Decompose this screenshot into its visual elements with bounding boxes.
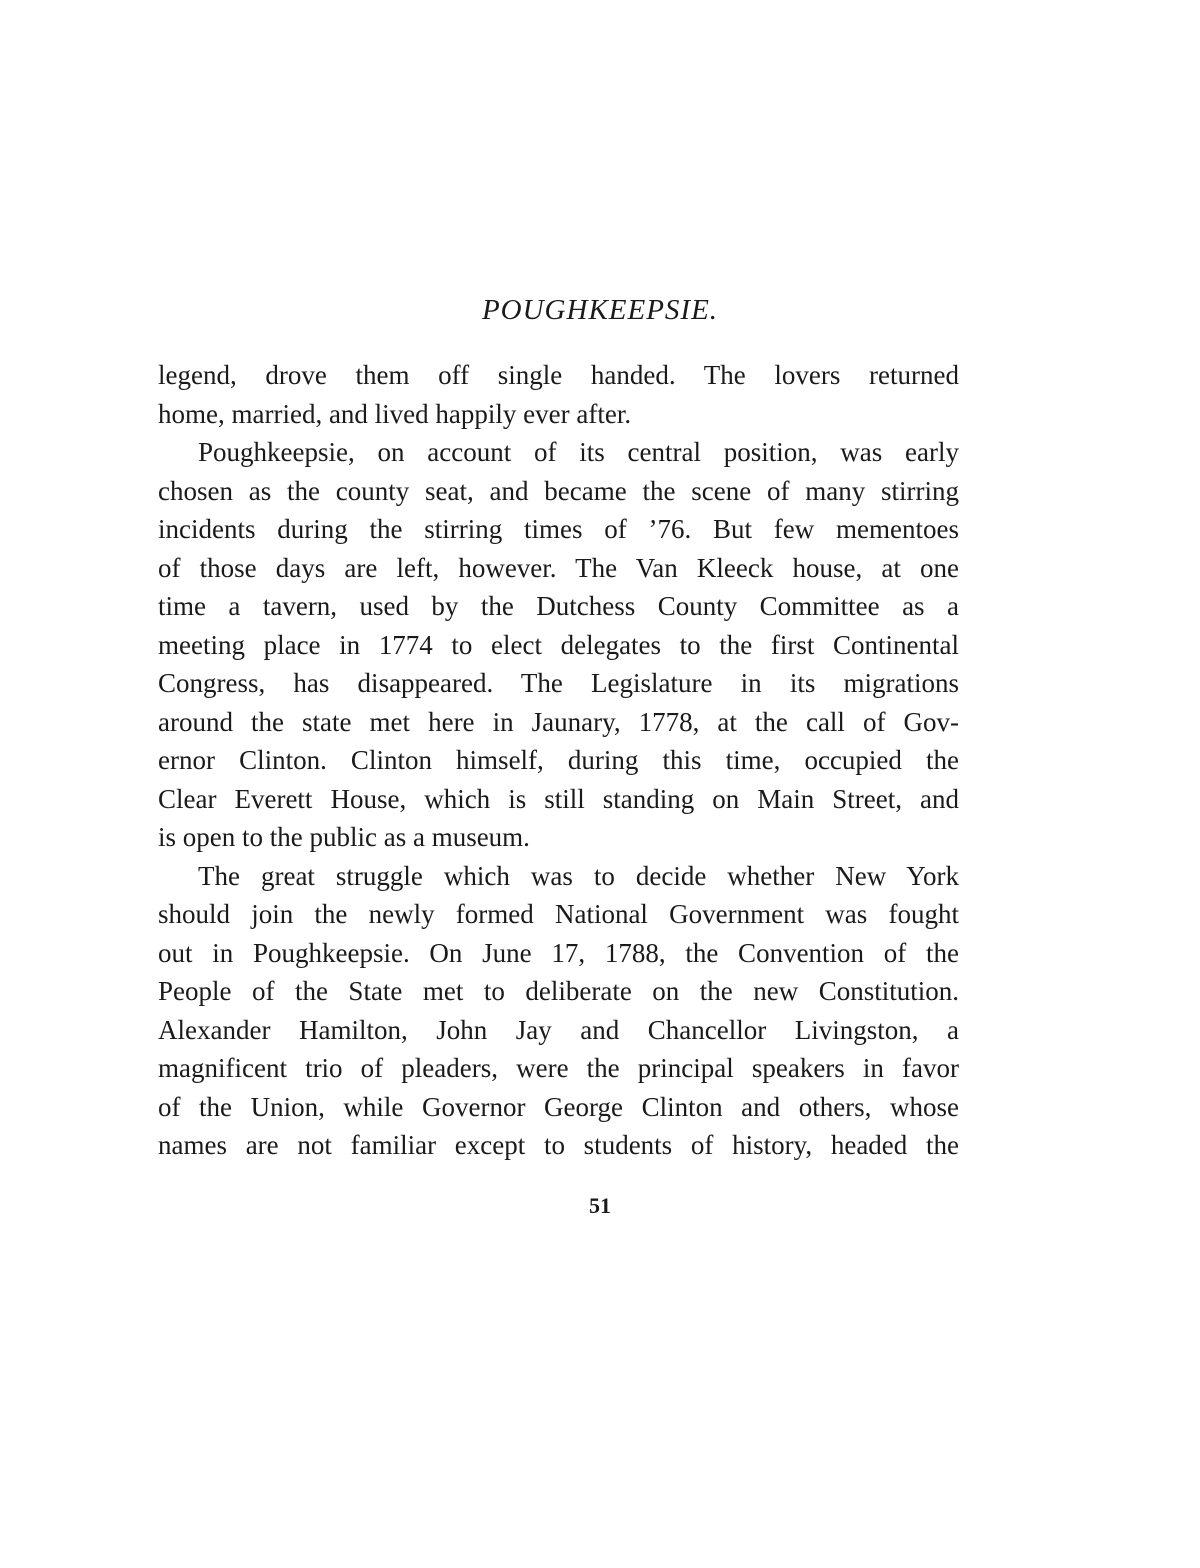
running-title: POUGHKEEPSIE. [481, 294, 719, 326]
text-line: chosen as the county seat, and became the scene of many stirring [158, 475, 959, 506]
text-line: The great struggle which was to decide whether New York [198, 860, 959, 891]
text-line: of those days are left, however. The Van Kleeck house, at one [158, 552, 959, 583]
text-line: meeting place in 1774 to elect delegates to the first Continental [158, 629, 959, 660]
text-line: Congress, has disappeared. The Legislature in its migrations [158, 668, 959, 698]
text-line: Clear Everett House, which is still standing on Main Street, and [158, 783, 959, 814]
text-line: around the state met here in Jaunary, 1778, at the call of Gov- [158, 706, 959, 737]
text-line: out in Poughkeepsie. On June 17, 1788, the Convention of the [158, 937, 959, 968]
page-number: 51 [589, 1193, 611, 1218]
text-line: time a tavern, used by the Dutchess County Committee as a [158, 591, 959, 621]
text-line: names are not familiar except to students of history, headed the [158, 1130, 959, 1160]
text-line: Alexander Hamilton, John Jay and Chancellor Livingston, a [158, 1014, 959, 1045]
text-line: Poughkeepsie, on account of its central position, was early [198, 437, 959, 467]
text-line: home, married, and lived happily ever after. [158, 398, 632, 429]
text-line: should join the newly formed National Government was fought [158, 899, 959, 929]
text-line: is open to the public as a museum. [158, 822, 530, 852]
text-line: ernor Clinton. Clinton himself, during this time, occupied the [158, 745, 959, 775]
text-line: magnificent trio of pleaders, were the principal speakers in favor [158, 1053, 959, 1083]
text-line: People of the State met to deliberate on the new Constitution. [158, 976, 959, 1006]
text-line: legend, drove them off single handed. The lovers returned [158, 360, 959, 390]
body-text [158, 356, 959, 1165]
text-line: of the Union, while Governor George Clinton and others, whose [158, 1091, 959, 1122]
text-line: incidents during the stirring times of ’76. But few mementoes [158, 514, 959, 544]
